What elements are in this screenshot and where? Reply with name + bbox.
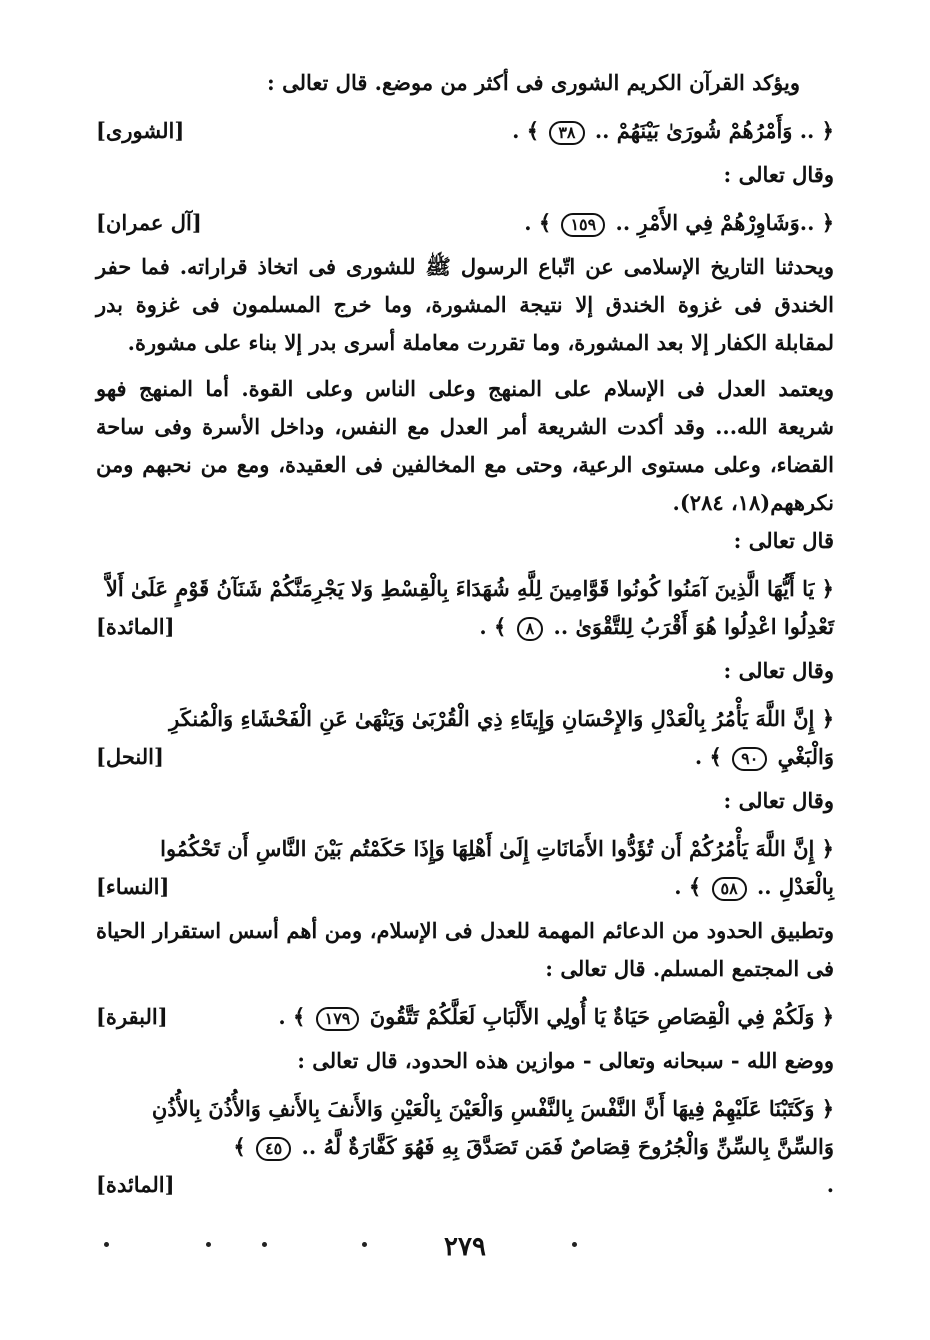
verse-baqarah — [96, 998, 834, 1036]
verse-close: ﴾ . — [512, 118, 547, 143]
verse-text: وَالسِّنَّ بِالسِّنِّ وَالْجُرُوحَ قِصَاصٌ فَمَن تَصَدَّقَ بِهِ فَهُوَ كَفَّارَةٌ لَّهُ .. — [294, 1134, 834, 1159]
ayah-number: ٨ — [517, 617, 544, 641]
surah-reference: [آل عمران] — [96, 210, 202, 235]
page-body — [96, 64, 834, 1210]
ayah-number: ١٧٩ — [316, 1007, 360, 1031]
speck — [572, 1242, 577, 1247]
verse-close: ﴾ . — [524, 210, 559, 235]
ayah-number: ٣٨ — [549, 121, 584, 145]
surah-reference: [الشورى] — [96, 118, 185, 143]
verse-close: ﴾ . — [233, 1134, 834, 1197]
surah-reference: [المائدة] — [96, 614, 175, 639]
ayah-number: ٤٥ — [256, 1137, 291, 1161]
verse-maidah-8 — [96, 570, 834, 646]
speck — [362, 1242, 367, 1247]
verse-line: ﴿ وَكَتَبْنَا عَلَيْهِمْ فِيهَا أَنَّ النَّفْسَ بِالنَّفْسِ وَالْعَيْنَ بِالْعَيْنِ وَالأَنفَ بِالأَنفِ وَالأُذُنَ بِالأُذُنِ — [151, 1096, 834, 1121]
paragraph-3: ويحدثنا التاريخ الإسلامى عن اتّباع الرسول ﷺ للشورى فى اتخاذ قراراته. فما حفر الخندق فى غزوة الخندق إلا نتيجة المشورة، وما خرج المسلمون فى غزوة بدر لمقابلة الكفار إلا بعد المشورة، وما تقررت معاملة أسرى بدر إلا بناء على مشورة. — [96, 254, 834, 355]
verse-text: تَعْدِلُوا اعْدِلُوا هُوَ أَقْرَبُ لِلتَّقْوَىٰ .. — [546, 614, 834, 639]
paragraph-1: ويؤكد القرآن الكريم الشورى فى أكثر من موضع. قال تعالى : — [267, 70, 800, 95]
page-number: ٢٧٩ — [444, 1232, 486, 1262]
verse-text: بِالْعَدْلِ .. — [749, 874, 834, 899]
verse-maidah-45 — [96, 1090, 834, 1204]
verse-nisa — [96, 830, 834, 906]
verse-close: ﴾ . — [694, 744, 730, 769]
verse-close: ﴾ . — [479, 614, 514, 639]
speck — [262, 1242, 267, 1247]
ayah-number: ١٥٩ — [561, 213, 605, 237]
paragraph-5: قال تعالى : — [733, 528, 834, 553]
verse-text: ﴿ وَلَكُمْ فِي الْقِصَاصِ حَيَاةٌ يَا أُولِي الأَلْبَابِ لَعَلَّكُمْ تَتَّقُونَ — [362, 1004, 834, 1029]
surah-reference: [البقرة] — [96, 1004, 168, 1029]
verse-nahl — [96, 700, 834, 776]
verse-close: ﴾ . — [674, 874, 709, 899]
ayah-number: ٩٠ — [732, 747, 767, 771]
speck — [206, 1242, 211, 1247]
paragraph-6: وقال تعالى : — [723, 658, 834, 683]
surah-reference: [النحل] — [96, 744, 164, 769]
verse-line: ﴿ إِنَّ اللَّهَ يَأْمُرُكُمْ أَن تُؤَدُّوا الأَمَانَاتِ إِلَىٰ أَهْلِهَا وَإِذَا حَكَمْتُم بَيْنَ النَّاسِ أَن تَحْكُمُوا — [160, 836, 834, 861]
verse-line: ﴿ إِنَّ اللَّهَ يَأْمُرُ بِالْعَدْلِ وَالإِحْسَانِ وَإِيتَاءِ ذِي الْقُرْبَىٰ وَيَنْهَىٰ عَنِ الْفَحْشَاءِ وَالْمُنكَرِ — [169, 706, 834, 731]
ayah-number: ٥٨ — [712, 877, 747, 901]
verse-al-imran — [96, 204, 834, 242]
surah-reference: [النساء] — [96, 874, 170, 899]
speck — [104, 1242, 109, 1247]
scan-specks — [96, 1242, 596, 1252]
verse-text: ﴿ .. وَأَمْرُهُمْ شُورَىٰ بَيْنَهُمْ .. — [587, 118, 834, 143]
paragraph-2: وقال تعالى : — [723, 162, 834, 187]
verse-line: ﴿ يَا أَيُّهَا الَّذِينَ آمَنُوا كُونُوا قَوَّامِينَ لِلَّهِ شُهَدَاءَ بِالْقِسْطِ وَلا يَجْرِمَنَّكُمْ شَنَآنُ قَوْمٍ عَلَىٰ أَلاَّ — [105, 576, 834, 601]
verse-text: وَالْبَغْيِ — [770, 744, 834, 769]
verse-shura — [96, 112, 834, 150]
verse-close: ﴾ . — [278, 1004, 313, 1029]
surah-reference: [المائدة] — [96, 1172, 175, 1197]
paragraph-8: وتطبيق الحدود من الدعائم المهمة للعدل فى الإسلام، ومن أهم أسس استقرار الحياة فى المجتمع المسلم. قال تعالى : — [96, 918, 834, 981]
paragraph-4: ويعتمد العدل فى الإسلام على المنهج وعلى الناس وعلى القوة. أما المنهج فهو شريعة الله... وقد أكدت الشريعة أمر العدل مع النفس، وداخل الأسرة وفى ساحة القضاء، وعلى مستوى الرعية، وحتى مع المخالفين فى العقيدة، ومع من نحبهم ومن نكرههم(١٨، ٢٨٤). — [96, 376, 834, 515]
verse-text: ﴿ ..وَشَاوِرْهُمْ فِي الأَمْرِ .. — [608, 210, 834, 235]
paragraph-9: ووضع الله - سبحانه وتعالى - موازين هذه الحدود، قال تعالى : — [297, 1048, 834, 1073]
paragraph-7: وقال تعالى : — [723, 788, 834, 813]
